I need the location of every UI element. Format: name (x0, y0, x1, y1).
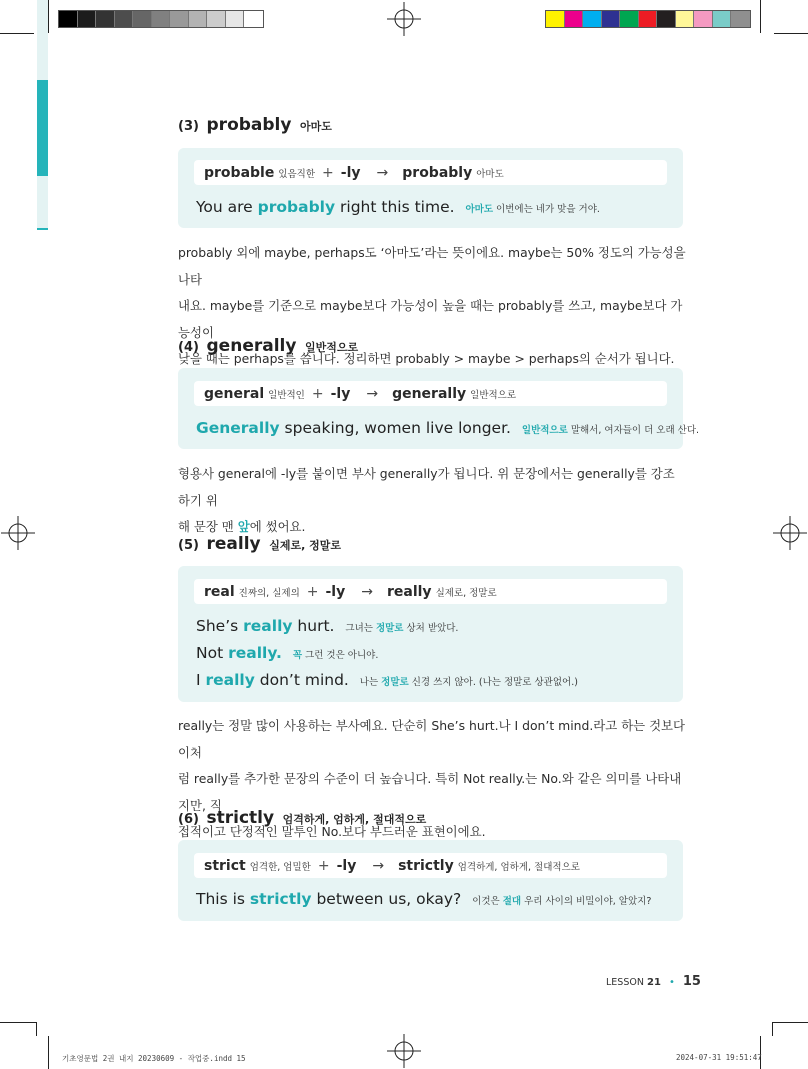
formula-suffix: -ly (330, 385, 351, 402)
formula-result-meaning: 엄격하게, 엄하게, 절대적으로 (457, 861, 580, 873)
translation-text: 이것은 (472, 896, 503, 907)
explanation-paragraph-generally (178, 461, 686, 541)
slug-file-info: 기초영문법 2권 내지 20230609 - 작업중.indd 15 (62, 1054, 246, 1063)
section-heading-really (178, 534, 341, 554)
example-text: hurt. (292, 617, 335, 635)
formula-result: strictly (398, 857, 454, 874)
translation-highlight: 정말로 (375, 623, 404, 634)
example-translation (345, 623, 458, 634)
example-sentence (196, 671, 578, 689)
formula-strip (194, 579, 667, 604)
plus-sign: + (306, 583, 319, 600)
section-word: generally (206, 336, 297, 356)
paragraph-line: really는 정말 많이 사용하는 부사예요. 단순히 She’s hurt.나 I don’t mind.라고 하는 것보다 이처 (178, 718, 685, 760)
crop-mark (0, 1022, 36, 1023)
example-text: You are (196, 198, 258, 216)
example-translation (472, 896, 651, 907)
formula-result: really (386, 583, 432, 600)
paragraph-line: 럼 really를 추가한 문장의 수준이 더 높습니다. 특히 Not really.는 No.와 같은 의미를 나타내지만, 직 (178, 771, 682, 813)
translation-text: 이번에는 네가 맞을 거야. (493, 204, 600, 215)
example-text: Not (196, 644, 229, 662)
example-text: between us, okay? (311, 890, 462, 908)
bullet-icon: • (668, 977, 675, 988)
crop-mark (48, 0, 49, 33)
grayscale-swatch-bar (58, 10, 264, 28)
lesson-label: LESSON (606, 977, 644, 988)
arrow-icon: → (366, 385, 379, 402)
example-translation (293, 650, 379, 661)
highlight-word: probably (257, 198, 336, 216)
formula-base-meaning: 진짜의, 실제의 (238, 587, 300, 599)
section-word: really (206, 534, 261, 554)
formula-strip (194, 381, 667, 406)
translation-text: 그런 것은 아니야. (302, 650, 379, 661)
formula-result-meaning: 아마도 (476, 168, 504, 180)
example-translation (465, 204, 599, 215)
section-word: probably (206, 115, 292, 135)
page-number: 15 (682, 974, 701, 989)
formula-base-meaning: 엄격한, 엄밀한 (249, 861, 311, 873)
arrow-icon: → (372, 857, 385, 874)
highlight-word: Generally (196, 419, 280, 437)
paragraph-line: 낮을 때는 perhaps를 씁니다. 정리하면 probably > maybe > perhaps의 순서가 됩니다. (178, 351, 675, 366)
section-heading-probably (178, 115, 332, 135)
section-meaning: 실제로, 정말로 (269, 539, 341, 552)
translation-highlight: 일반적으로 (521, 425, 568, 436)
highlight-word: really. (228, 644, 282, 662)
margin-color-strip-light (37, 176, 48, 228)
example-sentence (196, 890, 651, 908)
example-translation (522, 425, 699, 436)
example-sentence (196, 644, 378, 662)
plus-sign: + (322, 164, 334, 181)
highlight-word: really (243, 617, 293, 635)
section-number: (4) (178, 340, 199, 355)
translation-text: 우리 사이의 비밀이야, 알았지? (521, 896, 652, 907)
section-heading-strictly (178, 808, 426, 828)
formula-base-meaning: 있음직한 (278, 168, 316, 180)
formula-suffix: -ly (336, 857, 357, 874)
section-meaning: 일반적으로 (305, 341, 359, 354)
example-box-strictly (178, 840, 683, 921)
page-footer (606, 974, 701, 989)
section-number: (3) (178, 119, 199, 134)
paragraph-emphasis: 앞 (237, 519, 250, 534)
section-number: (5) (178, 538, 199, 553)
lesson-number: 21 (646, 977, 661, 988)
plus-sign: + (317, 857, 330, 874)
example-text: She’s (196, 617, 244, 635)
paragraph-text: 해 문장 맨 (178, 519, 238, 534)
example-sentence (196, 198, 600, 216)
example-box-really (178, 566, 683, 702)
translation-text: 신경 쓰지 않아. (나는 정말로 상관없어.) (408, 677, 578, 688)
formula-base: probable (204, 164, 275, 181)
example-text: right this time. (335, 198, 455, 216)
plus-sign: + (311, 385, 324, 402)
formula-base-meaning: 일반적인 (268, 389, 305, 401)
translation-text: 나는 (359, 677, 382, 688)
margin-color-strip-light (37, 0, 48, 80)
crop-mark (760, 0, 761, 33)
arrow-icon: → (361, 583, 373, 600)
translation-text: 말해서, 여자들이 더 오래 산다. (567, 425, 700, 436)
section-number: (6) (178, 812, 199, 827)
example-text: This is (196, 890, 250, 908)
formula-suffix: -ly (340, 164, 361, 181)
highlight-word: strictly (249, 890, 312, 908)
formula-strip (194, 853, 667, 878)
registration-mark-icon (387, 1034, 421, 1068)
crop-mark (0, 33, 34, 34)
highlight-word: really (205, 671, 255, 689)
paragraph-line: 내요. maybe를 기준으로 maybe보다 가능성이 높을 때는 probably를 쓰고, maybe보다 가능성이 (178, 298, 683, 340)
example-translation (360, 677, 578, 688)
arrow-icon: → (376, 164, 389, 181)
paragraph-line: 접적이고 단정적인 말투인 No.보다 부드러운 표현이에요. (178, 824, 486, 839)
example-sentence (196, 617, 458, 635)
crop-mark (36, 1022, 37, 1036)
formula-suffix: -ly (325, 583, 346, 600)
paragraph-line: probably 외에 maybe, perhaps도 ‘아마도’라는 뜻이에요. maybe는 50% 정도의 가능성을 나타 (178, 245, 686, 287)
example-text: I (196, 671, 206, 689)
translation-text: 그녀는 (345, 623, 376, 634)
paragraph-text: 에 썼어요. (249, 519, 306, 534)
translation-highlight: 절대 (502, 896, 522, 907)
translation-highlight: 아마도 (465, 204, 494, 215)
formula-result: probably (402, 164, 473, 181)
formula-base: real (204, 583, 235, 600)
example-sentence (196, 419, 699, 437)
slug-timestamp: 2024-07-31 19:51:47 (676, 1053, 762, 1062)
crop-mark (772, 1022, 808, 1023)
translation-text: 상처 받았다. (403, 623, 459, 634)
formula-result: generally (392, 385, 467, 402)
registration-mark-icon (773, 516, 807, 550)
paragraph-line: 형용사 general에 -ly를 붙이면 부사 generally가 됩니다. 위 문장에서는 generally를 강조하기 위 (178, 466, 675, 508)
section-word: strictly (206, 808, 275, 828)
section-heading-generally (178, 336, 358, 356)
translation-highlight: 꼭 (292, 650, 303, 661)
formula-result-meaning: 일반적으로 (470, 389, 517, 401)
example-box-generally (178, 368, 700, 449)
formula-strip (194, 160, 667, 185)
color-swatch-bar (545, 10, 751, 28)
registration-mark-icon (1, 516, 35, 550)
crop-mark (772, 1022, 773, 1036)
registration-mark-icon (387, 2, 421, 36)
example-text: speaking, women live longer. (279, 419, 511, 437)
section-meaning: 아마도 (300, 120, 332, 133)
formula-base: strict (204, 857, 246, 874)
example-box-probably (178, 148, 683, 228)
example-text: don’t mind. (254, 671, 349, 689)
formula-base: general (204, 385, 265, 402)
crop-mark (48, 1036, 49, 1069)
crop-mark (774, 33, 808, 34)
section-meaning: 엄격하게, 엄하게, 절대적으로 (282, 813, 427, 826)
translation-highlight: 정말로 (381, 677, 409, 688)
formula-result-meaning: 실제로, 정말로 (435, 587, 497, 599)
